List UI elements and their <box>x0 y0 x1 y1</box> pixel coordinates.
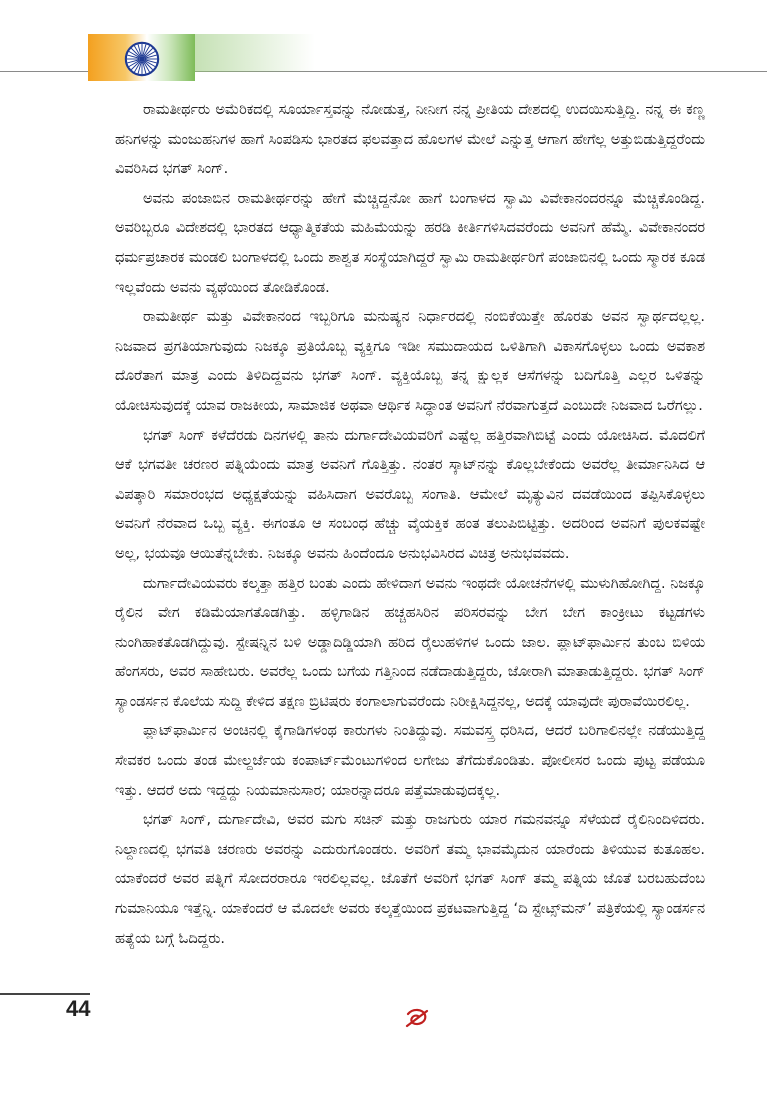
paragraph: ರಾಮತೀರ್ಥರು ಅಮೆರಿಕದಲ್ಲಿ ಸೂರ್ಯಾಸ್ತವನ್ನು ನೋಡುತ್ತ, ನೀನೀಗ ನನ್ನ ಪ್ರೀತಿಯ ದೇಶದಲ್ಲಿ ಉದಯಿಸುತ್ತಿದ್ದಿ. ನನ್ನ ಈ ಕಣ್ಣ ಹನಿಗಳನ್ನು ಮಂಜುಹನಿಗಳ ಹಾಗೆ ಸಿಂಪಡಿಸು ಭಾರತದ ಫಲವತ್ತಾದ ಹೊಲಗಳ ಮೇಲೆ ಎನ್ನುತ್ತ ಆಗಾಗ ಹೇಗೆಲ್ಲ ಅತ್ತುಬಿಡುತ್ತಿದ್ದರೆಂದು ವಿವರಿಸಿದ ಭಗತ್ ಸಿಂಗ್. <box>115 102 705 178</box>
ashoka-chakra-icon <box>123 40 161 78</box>
paragraph: ರಾಮತೀರ್ಥ ಮತ್ತು ವಿವೇಕಾನಂದ ಇಬ್ಬರಿಗೂ ಮನುಷ್ಯನ ನಿರ್ಧಾರದಲ್ಲಿ ನಂಬಿಕೆಯಿತ್ತೇ ಹೊರತು ಅವನ ಸ್ವಾರ್ಥದಲ್ಲಲ್ಲ. ನಿಜವಾದ ಪ್ರಗತಿಯಾಗುವುದು ನಿಜಕ್ಕೂ ಪ್ರತಿಯೊಬ್ಬ ವ್ಯಕ್ತಿಗೂ ಇಡೀ ಸಮುದಾಯದ ಒಳಿತಿಗಾಗಿ ವಿಕಾಸಗೊಳ್ಳಲು ಒಂದು ಅವಕಾಶ ದೊರೆತಾಗ ಮಾತ್ರ ಎಂದು ತಿಳಿದಿದ್ದವನು ಭಗತ್ ಸಿಂಗ್. ವ್ಯಕ್ತಿಯೊಬ್ಬ ತನ್ನ ಕ್ಷುಲ್ಲಕ ಆಸೆಗಳನ್ನು ಬದಿಗೊತ್ತಿ ಎಲ್ಲರ ಒಳಿತನ್ನು ಯೋಚಿಸುವುದಕ್ಕೆ ಯಾವ ರಾಜಕೀಯ, ಸಾಮಾಜಿಕ ಅಥವಾ ಆರ್ಥಿಕ ಸಿದ್ಧಾಂತ ಅವನಿಗೆ ನೆರವಾಗುತ್ತದೆ ಎಂಬುದೇ ನಿಜವಾದ ಒರೆಗಲ್ಲು. <box>115 309 705 414</box>
tricolor-banner-fade <box>195 34 315 72</box>
paragraph: ಅವನು ಪಂಜಾಬಿನ ರಾಮತೀರ್ಥರನ್ನು ಹೇಗೆ ಮೆಚ್ಚಿದ್ದನೋ ಹಾಗೆ ಬಂಗಾಳದ ಸ್ವಾಮಿ ವಿವೇಕಾನಂದರನ್ನೂ ಮೆಚ್ಚಿಕೊಂಡಿದ್ದ. ಅವರಿಬ್ಬರೂ ವಿದೇಶದಲ್ಲಿ ಭಾರತದ ಆಧ್ಯಾತ್ಮಿಕತೆಯ ಮಹಿಮೆಯನ್ನು ಹರಡಿ ಕೀರ್ತಿಗಳಿಸಿದವರೆಂದು ಅವನಿಗೆ ಹೆಮ್ಮೆ. ವಿವೇಕಾನಂದರ ಧರ್ಮಪ್ರಚಾರಕ ಮಂಡಲಿ ಬಂಗಾಳದಲ್ಲಿ ಒಂದು ಶಾಶ್ವತ ಸಂಸ್ಥೆಯಾಗಿದ್ದರೆ ಸ್ವಾಮಿ ರಾಮತೀರ್ಥರಿಗೆ ಪಂಜಾಬಿನಲ್ಲಿ ಒಂದು ಸ್ಮಾರಕ ಕೂಡ ಇಲ್ಲವೆಂದು ಅವನು ವ್ಯಥೆಯಿಂದ ತೋಡಿಕೊಂಡ. <box>115 190 705 296</box>
article-body <box>115 96 705 954</box>
paragraph: ದುರ್ಗಾದೇವಿಯವರು ಕಲ್ಕತ್ತಾ ಹತ್ತಿರ ಬಂತು ಎಂದು ಹೇಳಿದಾಗ ಅವನು ಇಂಥದೇ ಯೋಚನೆಗಳಲ್ಲಿ ಮುಳುಗಿಹೋಗಿದ್ದ. ನಿಜಕ್ಕೂ ರೈಲಿನ ವೇಗ ಕಡಿಮೆಯಾಗತೊಡಗಿತ್ತು. ಹಳ್ಳಿಗಾಡಿನ ಹಚ್ಚಹಸಿರಿನ ಪರಿಸರವನ್ನು ಬೇಗ ಬೇಗ ಕಾಂಕ್ರೀಟು ಕಟ್ಟಡಗಳು ನುಂಗಿಹಾಕತೊಡಗಿದ್ದುವು. ಸ್ಟೇಷನ್ನಿನ ಬಳಿ ಅಡ್ಡಾದಿಡ್ಡಿಯಾಗಿ ಹರಿದ ರೈಲುಹಳಿಗಳ ಒಂದು ಜಾಲ. ಪ್ಲಾಟ್‌ಫಾರ್ಮಿನ ತುಂಬ ಬಿಳಿಯ ಹೆಂಗಸರು, ಅವರ ಸಾಹೇಬರು. ಅವರೆಲ್ಲ ಒಂದು ಬಗೆಯ ಗತ್ತಿನಿಂದ ನಡೆದಾಡುತ್ತಿದ್ದರು, ಜೋರಾಗಿ ಮಾತಾಡುತ್ತಿದ್ದರು. ಭಗತ್ ಸಿಂಗ್ ಸ್ಯಾಂಡರ್ಸನ ಕೊಲೆಯ ಸುದ್ದಿ ಕೇಳಿದ ತಕ್ಷಣ ಬ್ರಿಟಿಷರು ಕಂಗಾಲಾಗುವರೆಂದು ನಿರೀಕ್ಷಿಸಿದ್ದನಲ್ಲ, ಅದಕ್ಕೆ ಯಾವುದೇ ಪುರಾವೆಯಿರಲಿಲ್ಲ. <box>115 575 705 710</box>
paragraph: ಭಗತ್ ಸಿಂಗ್ ಕಳೆದೆರಡು ದಿನಗಳಲ್ಲಿ ತಾನು ದುರ್ಗಾದೇವಿಯವರಿಗೆ ಎಷ್ಟೆಲ್ಲ ಹತ್ತಿರವಾಗಿಬಿಟ್ಟೆ ಎಂದು ಯೋಚಿಸಿದ. ಮೊದಲಿಗೆ ಆಕೆ ಭಗವತೀ ಚರಣರ ಪತ್ನಿಯೆಂದು ಮಾತ್ರ ಅವನಿಗೆ ಗೊತ್ತಿತ್ತು. ನಂತರ ಸ್ಕಾಟ್‌ನನ್ನು ಕೊಲ್ಲಬೇಕೆಂದು ಅವರೆಲ್ಲ ತೀರ್ಮಾನಿಸಿದ ಆ ವಿಪತ್ಕಾರಿ ಸಮಾರಂಭದ ಅಧ್ಯಕ್ಷತೆಯನ್ನು ವಹಿಸಿದಾಗ ಅವರೊಬ್ಬ ಸಂಗಾತಿ. ಆಮೇಲೆ ಮೃತ್ಯುವಿನ ದವಡೆಯಿಂದ ತಪ್ಪಿಸಿಕೊಳ್ಳಲು ಅವನಿಗೆ ನೆರವಾದ ಒಬ್ಬ ವ್ಯಕ್ತಿ. ಈಗಂತೂ ಆ ಸಂಬಂಧ ಹೆಚ್ಚು ವೈಯಕ್ತಿಕ ಹಂತ ತಲುಪಿಬಿಟ್ಟಿತ್ತು. ಅದರಿಂದ ಅವನಿಗೆ ಪುಲಕವಷ್ಟೇ ಅಲ್ಲ, ಭಯವೂ ಆಯಿತೆನ್ನಬೇಕು. ನಿಜಕ್ಕೂ ಅವನು ಹಿಂದೆಂದೂ ಅನುಭವಿಸಿರದ ವಿಚಿತ್ರ ಅನುಭವವದು. <box>115 427 705 562</box>
end-ornament-icon <box>404 1006 430 1030</box>
footer-rule <box>0 993 90 995</box>
page-number: 44 <box>66 996 91 1021</box>
paragraph: ಪ್ಲಾಟ್‌ಫಾರ್ಮಿನ ಅಂಚಿನಲ್ಲಿ ಕೈಗಾಡಿಗಳಂಥ ಕಾರುಗಳು ನಿಂತಿದ್ದುವು. ಸಮವಸ್ತ್ರ ಧರಿಸಿದ, ಆದರೆ ಬರಿಗಾಲಿನಲ್ಲೇ ನಡೆಯುತ್ತಿದ್ದ ಸೇವಕರ ಒಂದು ತಂಡ ಮೇಲ್ದರ್ಜೆಯ ಕಂಪಾರ್ಟ್‌ಮೆಂಟುಗಳಿಂದ ಲಗೇಜು ತೆಗೆದುಕೊಂಡಿತು. ಪೋಲೀಸರ ಒಂದು ಪುಟ್ಟ ಪಡೆಯೂ ಇತ್ತು. ಆದರೆ ಅದು ಇದ್ದದ್ದು ನಿಯಮಾನುಸಾರ; ಯಾರನ್ನಾದರೂ ಪತ್ತೆಮಾಡುವುದಕ್ಕಲ್ಲ. <box>115 723 705 799</box>
paragraph: ಭಗತ್ ಸಿಂಗ್, ದುರ್ಗಾದೇವಿ, ಅವರ ಮಗು ಸಚಿನ್ ಮತ್ತು ರಾಜಗುರು ಯಾರ ಗಮನವನ್ನೂ ಸೆಳೆಯದೆ ರೈಲಿನಿಂದಿಳಿದರು. ನಿಲ್ದಾಣದಲ್ಲಿ ಭಗವತಿ ಚರಣರು ಅವರನ್ನು ಎದುರುಗೊಂಡರು. ಅವರಿಗೆ ತಮ್ಮ ಭಾವಮೈದುನ ಯಾರೆಂದು ತಿಳಿಯುವ ಕುತೂಹಲ. ಯಾಕೆಂದರೆ ಅವರ ಪತ್ನಿಗೆ ಸೋದರರಾರೂ ಇರಲಿಲ್ಲವಲ್ಲ. ಜೊತೆಗೆ ಅವರಿಗೆ ಭಗತ್ ಸಿಂಗ್ ತಮ್ಮ ಪತ್ನಿಯ ಜೊತೆ ಬರಬಹುದೆಂಬ ಗುಮಾನಿಯೂ ಇತ್ತೆನ್ನಿ. ಯಾಕೆಂದರೆ ಆ ಮೊದಲೇ ಅವರು ಕಲ್ಕತ್ತೆಯಿಂದ ಪ್ರಕಟವಾಗುತ್ತಿದ್ದ ‘ದಿ ಸ್ಟೇಟ್ಸ್‌ಮನ್’ ಪತ್ರಿಕೆಯಲ್ಲಿ ಸ್ಯಾಂಡರ್ಸನ ಹತ್ಯೆಯ ಬಗ್ಗೆ ಓದಿದ್ದರು. <box>115 812 705 947</box>
